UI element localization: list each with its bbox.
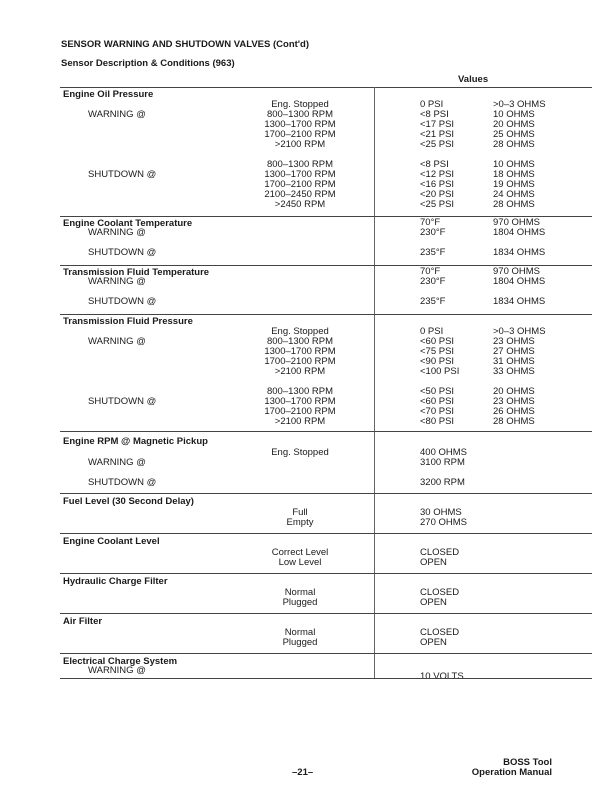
value-secondary: 28 OHMS bbox=[493, 139, 535, 150]
value-primary: OPEN bbox=[420, 597, 447, 608]
sensor-name: Engine RPM @ Magnetic Pickup bbox=[63, 436, 208, 447]
value-primary: <21 PSI bbox=[420, 129, 455, 140]
document-subtitle: Sensor Description & Conditions (963) bbox=[61, 58, 235, 69]
value-primary: 3100 RPM bbox=[420, 457, 465, 468]
value-secondary: 1834 OHMS bbox=[493, 247, 546, 258]
value-secondary: 20 OHMS bbox=[493, 119, 535, 130]
value-secondary: 24 OHMS bbox=[493, 189, 535, 200]
operating-condition: Empty bbox=[286, 517, 314, 528]
condition-label: SHUTDOWN @ bbox=[88, 296, 157, 307]
condition-label: SHUTDOWN @ bbox=[88, 169, 157, 180]
value-primary: <12 PSI bbox=[420, 169, 455, 180]
value-secondary: 10 OHMS bbox=[493, 159, 535, 170]
value-primary: <16 PSI bbox=[420, 179, 455, 190]
operating-condition: >2100 RPM bbox=[274, 416, 326, 427]
value-secondary: 23 OHMS bbox=[493, 336, 535, 347]
value-secondary: 1804 OHMS bbox=[493, 227, 546, 238]
condition-label: WARNING @ bbox=[88, 457, 146, 468]
value-secondary: 31 OHMS bbox=[493, 356, 535, 367]
operating-condition: Normal bbox=[284, 627, 316, 638]
value-secondary: 19 OHMS bbox=[493, 179, 535, 190]
section-divider bbox=[60, 653, 592, 654]
condition-label: WARNING @ bbox=[88, 109, 146, 120]
section-divider bbox=[60, 314, 592, 315]
value-primary: 30 OHMS bbox=[420, 507, 462, 518]
operating-condition: Low Level bbox=[278, 557, 322, 568]
section-divider bbox=[60, 678, 592, 679]
value-primary: CLOSED bbox=[420, 627, 460, 638]
operating-condition: 1700–2100 RPM bbox=[264, 179, 336, 190]
value-secondary: 23 OHMS bbox=[493, 396, 535, 407]
operating-condition: 2100–2450 RPM bbox=[264, 189, 336, 200]
operating-condition: Normal bbox=[284, 587, 316, 598]
sensor-name: Air Filter bbox=[63, 616, 103, 627]
value-primary: 70°F bbox=[420, 217, 441, 228]
value-primary: 400 OHMS bbox=[420, 447, 467, 458]
value-primary: 10 VOLTS bbox=[420, 671, 464, 682]
value-secondary: 970 OHMS bbox=[493, 217, 540, 228]
value-primary: 0 PSI bbox=[420, 326, 444, 337]
value-primary: 230°F bbox=[420, 276, 446, 287]
section-divider bbox=[60, 493, 592, 494]
operating-condition: 800–1300 RPM bbox=[266, 336, 334, 347]
sensor-name: Hydraulic Charge Filter bbox=[63, 576, 168, 587]
value-secondary: >0–3 OHMS bbox=[493, 326, 546, 337]
manual-title bbox=[472, 758, 552, 778]
operating-condition: Eng. Stopped bbox=[271, 326, 329, 337]
operating-condition: 800–1300 RPM bbox=[266, 159, 334, 170]
operating-condition: 1300–1700 RPM bbox=[264, 169, 336, 180]
value-secondary: 28 OHMS bbox=[493, 199, 535, 210]
value-primary: 230°F bbox=[420, 227, 446, 238]
condition-label: WARNING @ bbox=[88, 336, 146, 347]
operating-condition: 1300–1700 RPM bbox=[264, 119, 336, 130]
value-secondary: 10 OHMS bbox=[493, 109, 535, 120]
value-primary: CLOSED bbox=[420, 587, 460, 598]
operating-condition: Eng. Stopped bbox=[271, 99, 329, 110]
section-divider bbox=[60, 533, 592, 534]
value-primary: CLOSED bbox=[420, 547, 460, 558]
condition-label: SHUTDOWN @ bbox=[88, 247, 157, 258]
operating-condition: 1300–1700 RPM bbox=[264, 396, 336, 407]
section-divider bbox=[60, 613, 592, 614]
value-primary: <80 PSI bbox=[420, 416, 455, 427]
operating-condition: Correct Level bbox=[271, 547, 329, 558]
value-primary: <60 PSI bbox=[420, 336, 455, 347]
operating-condition: 1700–2100 RPM bbox=[264, 356, 336, 367]
manual-title-line1: BOSS Tool bbox=[503, 757, 552, 768]
values-column-header: Values bbox=[458, 74, 489, 85]
value-primary: <60 PSI bbox=[420, 396, 455, 407]
value-secondary: 25 OHMS bbox=[493, 129, 535, 140]
column-divider bbox=[374, 87, 375, 678]
page-number: –21– bbox=[292, 767, 314, 778]
sensor-name: Engine Coolant Level bbox=[63, 536, 160, 547]
sensor-name: Electrical Charge System bbox=[63, 656, 178, 667]
value-primary: <8 PSI bbox=[420, 159, 449, 170]
operating-condition: Full bbox=[292, 507, 308, 518]
value-primary: 3200 RPM bbox=[420, 477, 465, 488]
value-secondary: 1804 OHMS bbox=[493, 276, 546, 287]
operating-condition: >2100 RPM bbox=[274, 366, 326, 377]
value-secondary: 18 OHMS bbox=[493, 169, 535, 180]
sensor-name: Fuel Level (30 Second Delay) bbox=[63, 496, 194, 507]
value-secondary: 20 OHMS bbox=[493, 386, 535, 397]
value-secondary: 28 OHMS bbox=[493, 416, 535, 427]
value-secondary: 1834 OHMS bbox=[493, 296, 546, 307]
operating-condition: 800–1300 RPM bbox=[266, 386, 334, 397]
condition-label: WARNING @ bbox=[88, 276, 146, 287]
value-secondary: 27 OHMS bbox=[493, 346, 535, 357]
value-primary: <100 PSI bbox=[420, 366, 460, 377]
operating-condition: 1300–1700 RPM bbox=[264, 346, 336, 357]
value-primary: 235°F bbox=[420, 296, 446, 307]
value-primary: <90 PSI bbox=[420, 356, 455, 367]
section-divider bbox=[60, 431, 592, 432]
value-primary: 70°F bbox=[420, 266, 441, 277]
value-primary: 0 PSI bbox=[420, 99, 444, 110]
sensor-name: Transmission Fluid Temperature bbox=[63, 267, 210, 278]
condition-label: WARNING @ bbox=[88, 665, 146, 676]
condition-label: SHUTDOWN @ bbox=[88, 477, 157, 488]
operating-condition: Eng. Stopped bbox=[271, 447, 329, 458]
operating-condition: 1700–2100 RPM bbox=[264, 406, 336, 417]
condition-label: WARNING @ bbox=[88, 227, 146, 238]
operating-condition: >2450 RPM bbox=[274, 199, 326, 210]
sensor-name: Transmission Fluid Pressure bbox=[63, 316, 193, 327]
value-primary: <20 PSI bbox=[420, 189, 455, 200]
value-primary: 235°F bbox=[420, 247, 446, 258]
value-primary: <50 PSI bbox=[420, 386, 455, 397]
value-primary: <8 PSI bbox=[420, 109, 449, 120]
document-title: SENSOR WARNING AND SHUTDOWN VALVES (Cont'd) bbox=[61, 39, 310, 50]
operating-condition: Plugged bbox=[282, 597, 318, 608]
table-top-rule bbox=[60, 87, 592, 88]
value-primary: <25 PSI bbox=[420, 139, 455, 150]
value-primary: <17 PSI bbox=[420, 119, 455, 130]
value-primary: OPEN bbox=[420, 557, 447, 568]
value-primary: OPEN bbox=[420, 637, 447, 648]
value-primary: <75 PSI bbox=[420, 346, 455, 357]
value-primary: <70 PSI bbox=[420, 406, 455, 417]
value-secondary: 33 OHMS bbox=[493, 366, 535, 377]
condition-label: SHUTDOWN @ bbox=[88, 396, 157, 407]
sensor-name: Engine Oil Pressure bbox=[63, 89, 154, 100]
value-primary: 270 OHMS bbox=[420, 517, 467, 528]
value-secondary: 26 OHMS bbox=[493, 406, 535, 417]
value-secondary: 970 OHMS bbox=[493, 266, 540, 277]
operating-condition: Plugged bbox=[282, 637, 318, 648]
operating-condition: 800–1300 RPM bbox=[266, 109, 334, 120]
value-primary: <25 PSI bbox=[420, 199, 455, 210]
operating-condition: >2100 RPM bbox=[274, 139, 326, 150]
sensor-name: Engine Coolant Temperature bbox=[63, 218, 193, 229]
manual-title-line2: Operation Manual bbox=[471, 767, 552, 778]
section-divider bbox=[60, 573, 592, 574]
operating-condition: 1700–2100 RPM bbox=[264, 129, 336, 140]
value-secondary: >0–3 OHMS bbox=[493, 99, 546, 110]
